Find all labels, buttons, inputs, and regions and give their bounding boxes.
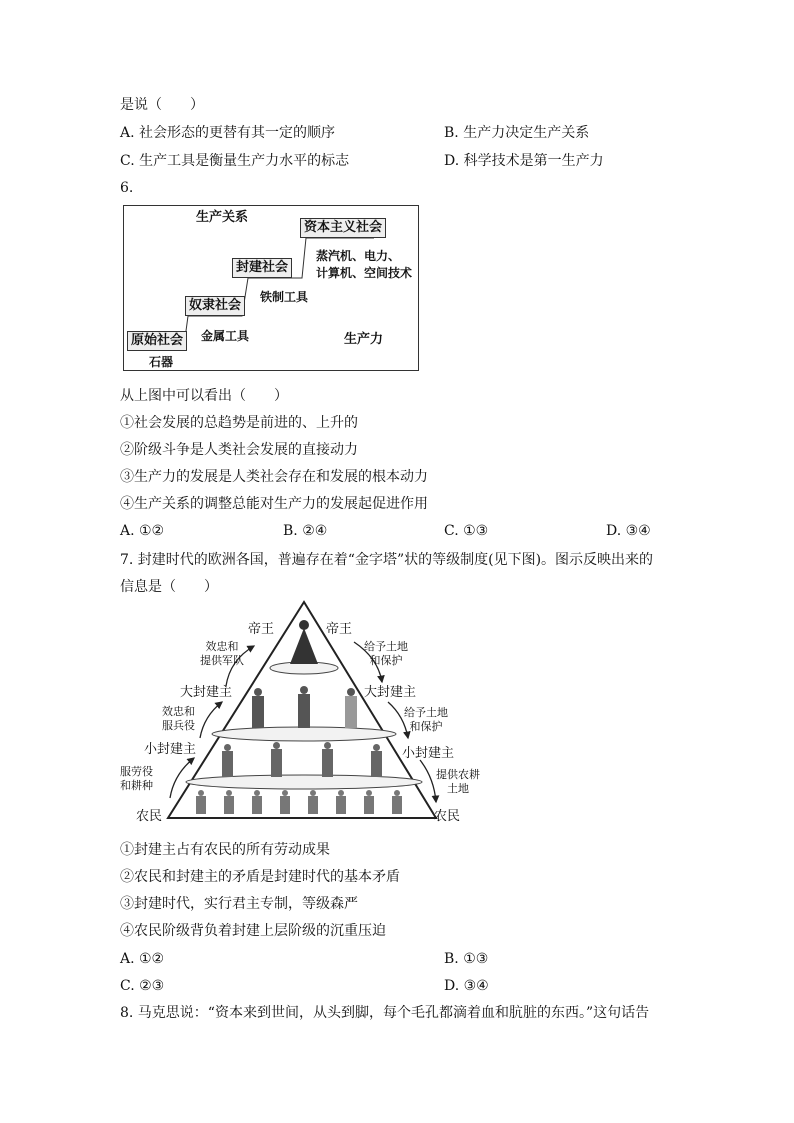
q7-option-c: C. ②③ bbox=[120, 978, 165, 994]
productivity-label: 生产力 bbox=[344, 332, 384, 347]
stage-feudal: 封建社会 bbox=[232, 258, 292, 278]
q8-stem-line1: 8. 马克思说：“资本来到世间，从头到脚，每个毛孔都滴着血和肮脏的东西。”这句话告 bbox=[120, 1005, 650, 1021]
tool-stone: 石器 bbox=[149, 355, 174, 369]
q5-stem-tail: 是说（ ） bbox=[120, 97, 204, 113]
q6-statement-2: ②阶级斗争是人类社会发展的直接动力 bbox=[120, 442, 358, 458]
social-stages-figure bbox=[123, 205, 419, 371]
label-vassal-right: 小封建主 bbox=[402, 746, 455, 761]
note-left-2: 效忠和 服兵役 bbox=[162, 705, 195, 732]
q7-stem-line1: 7. 封建时代的欧洲各国，普遍存在着“金字塔”状的等级制度(见下图)。图示反映出来的 bbox=[120, 552, 654, 568]
q6-option-c: C. ①③ bbox=[444, 523, 489, 539]
stage-primitive: 原始社会 bbox=[127, 331, 187, 351]
note-right-2: 给予土地 和保护 bbox=[404, 706, 448, 733]
q6-number: 6. bbox=[120, 180, 134, 196]
stage-capitalist: 资本主义社会 bbox=[300, 218, 386, 238]
label-king-right: 帝王 bbox=[326, 622, 353, 637]
q7-statement-3: ③封建时代，实行君主专制，等级森严 bbox=[120, 896, 358, 912]
q5-option-b: B. 生产力决定生产关系 bbox=[444, 125, 590, 141]
q5-option-a: A. 社会形态的更替有其一定的顺序 bbox=[120, 125, 336, 141]
q6-option-d: D. ③④ bbox=[606, 523, 651, 539]
tool-iron: 铁制工具 bbox=[260, 290, 309, 304]
label-peasant-left: 农民 bbox=[136, 809, 163, 824]
note-right-3: 提供农耕 土地 bbox=[436, 768, 480, 795]
q5-option-d: D. 科学技术是第一生产力 bbox=[444, 153, 604, 169]
q7-option-a: A. ①② bbox=[120, 951, 165, 967]
label-peasant-right: 农民 bbox=[434, 809, 461, 824]
q6-statement-3: ③生产力的发展是人类社会存在和发展的根本动力 bbox=[120, 469, 428, 485]
q7-option-b: B. ①③ bbox=[444, 951, 489, 967]
q7-option-d: D. ③④ bbox=[444, 978, 489, 994]
q6-statement-4: ④生产关系的调整总能对生产力的发展起促进作用 bbox=[120, 496, 428, 512]
feudal-pyramid-figure bbox=[118, 598, 480, 830]
q6-option-a: A. ①② bbox=[120, 523, 165, 539]
label-vassal-left: 小封建主 bbox=[144, 742, 197, 757]
q6-statement-1: ①社会发展的总趋势是前进的、上升的 bbox=[120, 415, 358, 431]
tool-modern-2: 计算机、空间技术 bbox=[316, 266, 413, 280]
tool-metal: 金属工具 bbox=[201, 329, 250, 343]
relations-label: 生产关系 bbox=[196, 210, 249, 225]
label-lord-left: 大封建主 bbox=[180, 685, 233, 700]
q7-statement-1: ①封建主占有农民的所有劳动成果 bbox=[120, 842, 330, 858]
q7-statement-2: ②农民和封建主的矛盾是封建时代的基本矛盾 bbox=[120, 869, 400, 885]
note-right-1: 给予土地 和保护 bbox=[364, 640, 408, 667]
stage-slavery: 奴隶社会 bbox=[185, 296, 245, 316]
label-king-left: 帝王 bbox=[248, 622, 275, 637]
q7-statement-4: ④农民阶级背负着封建上层阶级的沉重压迫 bbox=[120, 923, 386, 939]
note-left-3: 服劳役 和耕种 bbox=[120, 765, 153, 792]
q6-option-b: B. ②④ bbox=[283, 523, 328, 539]
q5-option-c: C. 生产工具是衡量生产力水平的标志 bbox=[120, 153, 350, 169]
label-lord-right: 大封建主 bbox=[364, 685, 417, 700]
q7-stem-line2: 信息是（ ） bbox=[120, 579, 218, 595]
note-left-1: 效忠和 提供军队 bbox=[200, 640, 244, 667]
tool-modern-1: 蒸汽机、电力、 bbox=[316, 249, 401, 263]
q6-question: 从上图中可以看出（ ） bbox=[120, 388, 288, 404]
